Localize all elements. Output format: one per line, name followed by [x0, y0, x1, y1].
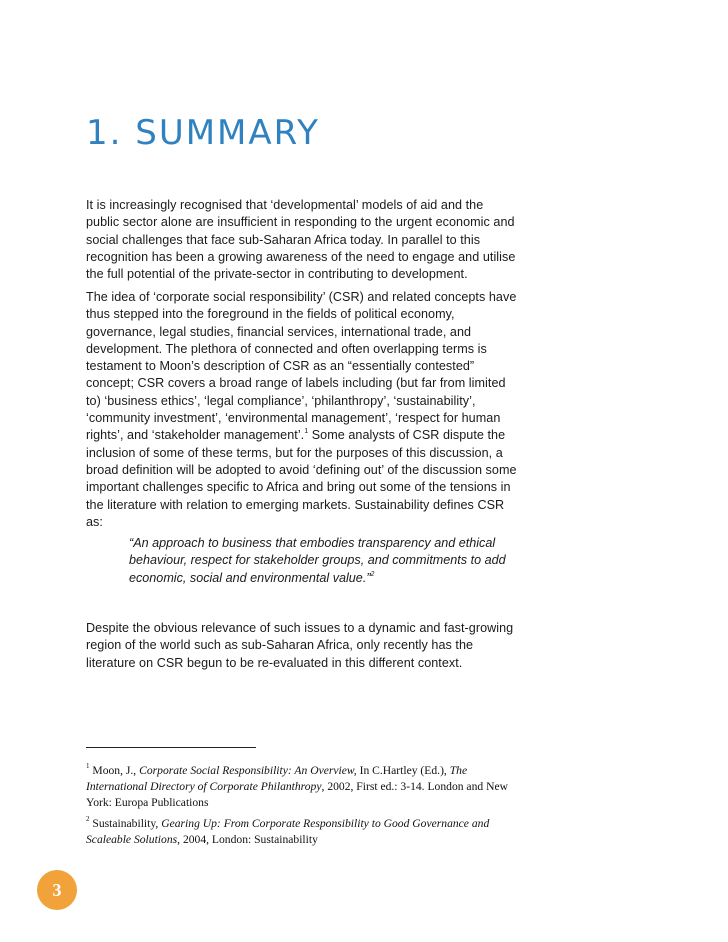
- section-heading: 1. SUMMARY: [86, 113, 320, 153]
- paragraph-csr-definition: [86, 289, 518, 531]
- footnote-1-editor: In C.Hartley (Ed.),: [356, 764, 450, 777]
- footnote-1-directory-title: The International Directory of Corporate Philanthropy: [86, 764, 468, 793]
- footnote-1-number: 1: [86, 762, 90, 770]
- footnote-1-author: Moon, J.,: [89, 764, 140, 777]
- paragraph-csr-text-b: Some analysts of CSR dispute the inclusion of some of these terms, but for the purposes of this discussion, a broad definition will be adopted to avoid ‘defining out’ of the discussion some important challenges specific to Africa and bring out some of the tensions in the literature with relation to emerging markets. Sustainability defines CSR as:: [86, 428, 517, 529]
- page-number-badge: [37, 870, 77, 910]
- footnote-2-number: 2: [86, 815, 90, 823]
- block-quote: [129, 535, 509, 587]
- footnote-2-author: Sustainability,: [89, 817, 162, 830]
- footnote-divider: [86, 747, 256, 748]
- footnote-1-publication: , 2002, First ed.: 3-14. London and New York: Europa Publications: [86, 780, 508, 809]
- quote-text: “An approach to business that embodies transparency and ethical behaviour, respect for stakeholder groups, and commitments to add economic, social and environmental value.”: [129, 536, 506, 585]
- footnote-2-publication: , 2004, London: Sustainability: [177, 833, 318, 846]
- paragraph-context: Despite the obvious relevance of such issues to a dynamic and fast-growing region of the world such as sub-Saharan Africa, only recently has the literature on CSR begun to be re-evaluated in this different context.: [86, 621, 514, 670]
- footnote-2-title: Gearing Up: From Corporate Responsibility to Good Governance and Scaleable Solutions: [86, 817, 490, 846]
- paragraph-intro: It is increasingly recognised that ‘developmental’ models of aid and the public sector alone are insufficient in responding to the urgent economic and social challenges that face sub-Saharan Africa today. In parallel to this recognition has been a growing awareness of the need to engage and utilise the full potential of the private-sector in contributing to development.: [86, 198, 516, 282]
- footnote-2: [86, 816, 526, 848]
- footnote-ref-1: 1: [304, 428, 309, 436]
- footnote-1-title: Corporate Social Responsibility: An Overview,: [139, 764, 357, 777]
- page-number: 3: [52, 879, 62, 900]
- paragraph-csr-text-a: The idea of ‘corporate social responsibility’ (CSR) and related concepts have thus stepped into the foreground in the fields of political economy, governance, legal studies, financial services, international trade, and development. The plethora of connected and often overlapping terms is testament to Moon’s description of CSR as an “essentially contested” concept; CSR covers a broad range of labels including (but far from limited to) ‘business ethics’, ‘legal compliance’, ‘philanthropy’, ‘sustainability’, ‘community investment’, ‘environmental management’, ‘respect for human rights’, and ‘stakeholder management’.: [86, 290, 517, 443]
- footnote-ref-2: 2: [370, 570, 375, 578]
- footnote-1: [86, 763, 526, 811]
